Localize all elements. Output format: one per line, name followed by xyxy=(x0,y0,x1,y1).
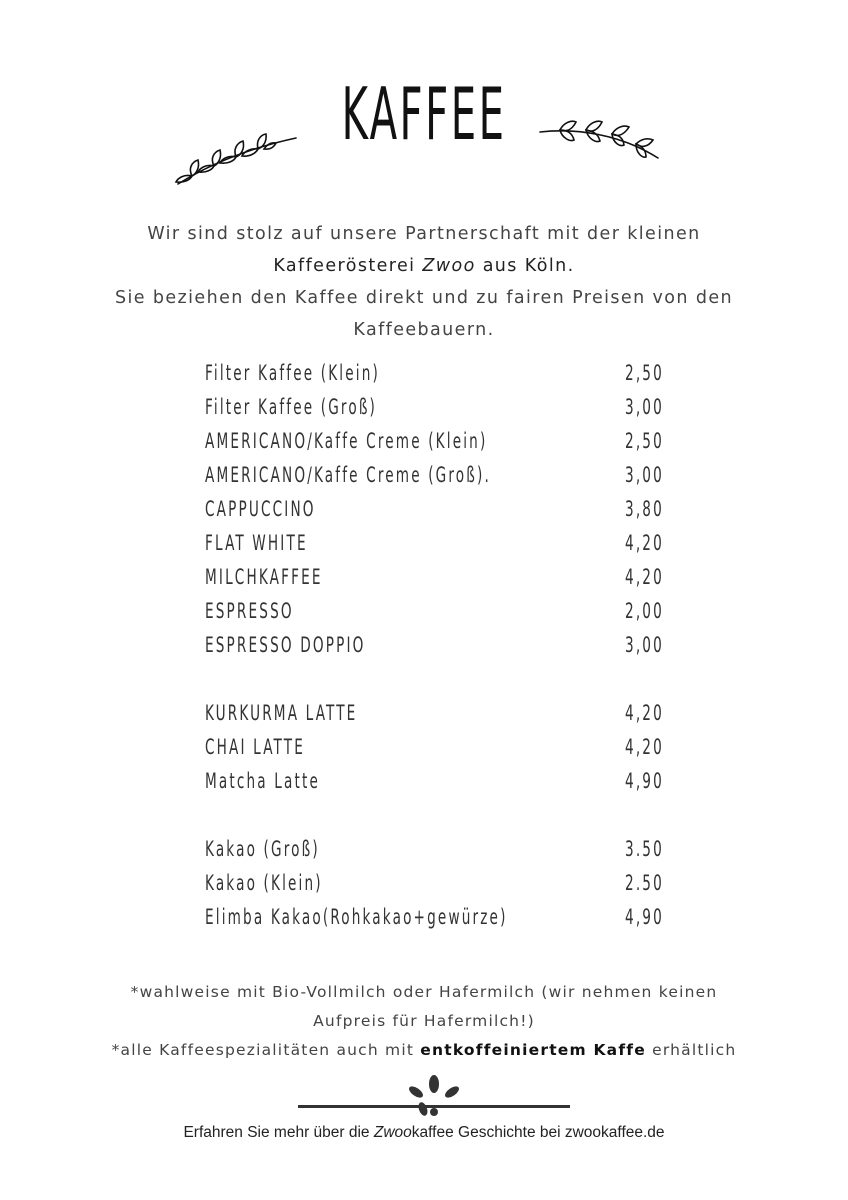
note-decaf xyxy=(60,1036,788,1065)
item-name: Kakao (Klein) xyxy=(205,871,323,895)
item-price: 3,00 xyxy=(625,633,664,657)
item-name: Filter Kaffee (Groß) xyxy=(205,395,378,419)
menu-item xyxy=(205,492,685,526)
item-price: 2,50 xyxy=(625,429,664,453)
menu-group-lattes xyxy=(205,696,685,798)
menu-group-coffee xyxy=(205,356,685,662)
intro-location: aus Köln. xyxy=(482,256,575,276)
menu-item xyxy=(205,832,685,866)
intro-line-2 xyxy=(60,250,788,282)
item-name: CAPPUCCINO xyxy=(205,497,316,521)
laurel-branch-left-icon xyxy=(170,112,300,192)
note-decaf-a: *alle Kaffeespezialitäten auch mit xyxy=(111,1041,415,1059)
item-price: 2,50 xyxy=(625,361,664,385)
item-name: CHAI LATTE xyxy=(205,735,305,759)
menu-item xyxy=(205,526,685,560)
item-price: 3,80 xyxy=(625,497,664,521)
item-name: Matcha Latte xyxy=(205,769,321,793)
item-price: 4,90 xyxy=(625,905,664,929)
item-price: 4,90 xyxy=(625,769,664,793)
coffee-sprout-divider-icon xyxy=(298,1074,570,1118)
note-milk: *wahlweise mit Bio-Vollmilch oder Hafermilch (wir nehmen keinen xyxy=(130,983,718,1001)
footer-text xyxy=(0,1124,848,1142)
item-price: 3.50 xyxy=(625,837,664,861)
item-price: 2.50 xyxy=(625,871,664,895)
item-price: 3,00 xyxy=(625,463,664,487)
item-name: AMERICANO/Kaffe Creme (Groß). xyxy=(205,463,491,487)
menu-item xyxy=(205,356,685,390)
item-price: 4,20 xyxy=(625,531,664,555)
item-name: Elimba Kakao(Rohkakao+gewürze) xyxy=(205,905,508,929)
note-milk-cont: Aufpreis für Hafermilch!) xyxy=(313,1012,535,1030)
item-price: 3,00 xyxy=(625,395,664,419)
section-spacer xyxy=(205,662,685,696)
item-name: ESPRESSO xyxy=(205,599,294,623)
menu-notes xyxy=(60,978,788,1065)
menu-item xyxy=(205,730,685,764)
laurel-branch-right-icon xyxy=(536,112,666,192)
item-name: ESPRESSO DOPPIO xyxy=(205,633,366,657)
menu-item xyxy=(205,866,685,900)
item-name: AMERICANO/Kaffe Creme (Klein) xyxy=(205,429,488,453)
menu-item xyxy=(205,628,685,662)
item-name: Kakao (Groß) xyxy=(205,837,320,861)
menu-group-cocoa xyxy=(205,832,685,934)
item-price: 4,20 xyxy=(625,565,664,589)
section-spacer xyxy=(205,798,685,832)
item-price: 4,20 xyxy=(625,735,664,759)
intro-line-1: Wir sind stolz auf unsere Partnerschaft mit der kleinen xyxy=(147,224,701,244)
intro-roastery: Kaffeerösterei xyxy=(273,256,416,276)
item-name: FLAT WHITE xyxy=(205,531,308,555)
menu-item xyxy=(205,900,685,934)
item-price: 2,00 xyxy=(625,599,664,623)
intro-text xyxy=(60,218,788,346)
item-name: MILCHKAFFEE xyxy=(205,565,323,589)
note-decaf-bold: entkoffeiniertem Kaffe xyxy=(420,1041,646,1059)
menu-item xyxy=(205,696,685,730)
page-title: KAFFEE xyxy=(341,72,507,156)
item-price: 4,20 xyxy=(625,701,664,725)
intro-brand: Zwoo xyxy=(422,256,476,276)
item-name: Filter Kaffee (Klein) xyxy=(205,361,380,385)
intro-line-4: Kaffeebauern. xyxy=(353,320,495,340)
menu-item xyxy=(205,424,685,458)
item-name: KURKURMA LATTE xyxy=(205,701,358,725)
note-decaf-b: erhältlich xyxy=(652,1041,737,1059)
price-list xyxy=(205,356,685,934)
menu-item xyxy=(205,594,685,628)
footer-text-b: kaffee Geschichte bei zwookaffee.de xyxy=(411,1124,665,1141)
footer-brand: Zwoo xyxy=(373,1124,412,1141)
footer-text-a: Erfahren Sie mehr über die xyxy=(183,1124,370,1141)
menu-item xyxy=(205,458,685,492)
menu-item xyxy=(205,390,685,424)
menu-item xyxy=(205,560,685,594)
menu-item xyxy=(205,764,685,798)
intro-line-3: Sie beziehen den Kaffee direkt und zu fairen Preisen von den xyxy=(114,288,734,308)
